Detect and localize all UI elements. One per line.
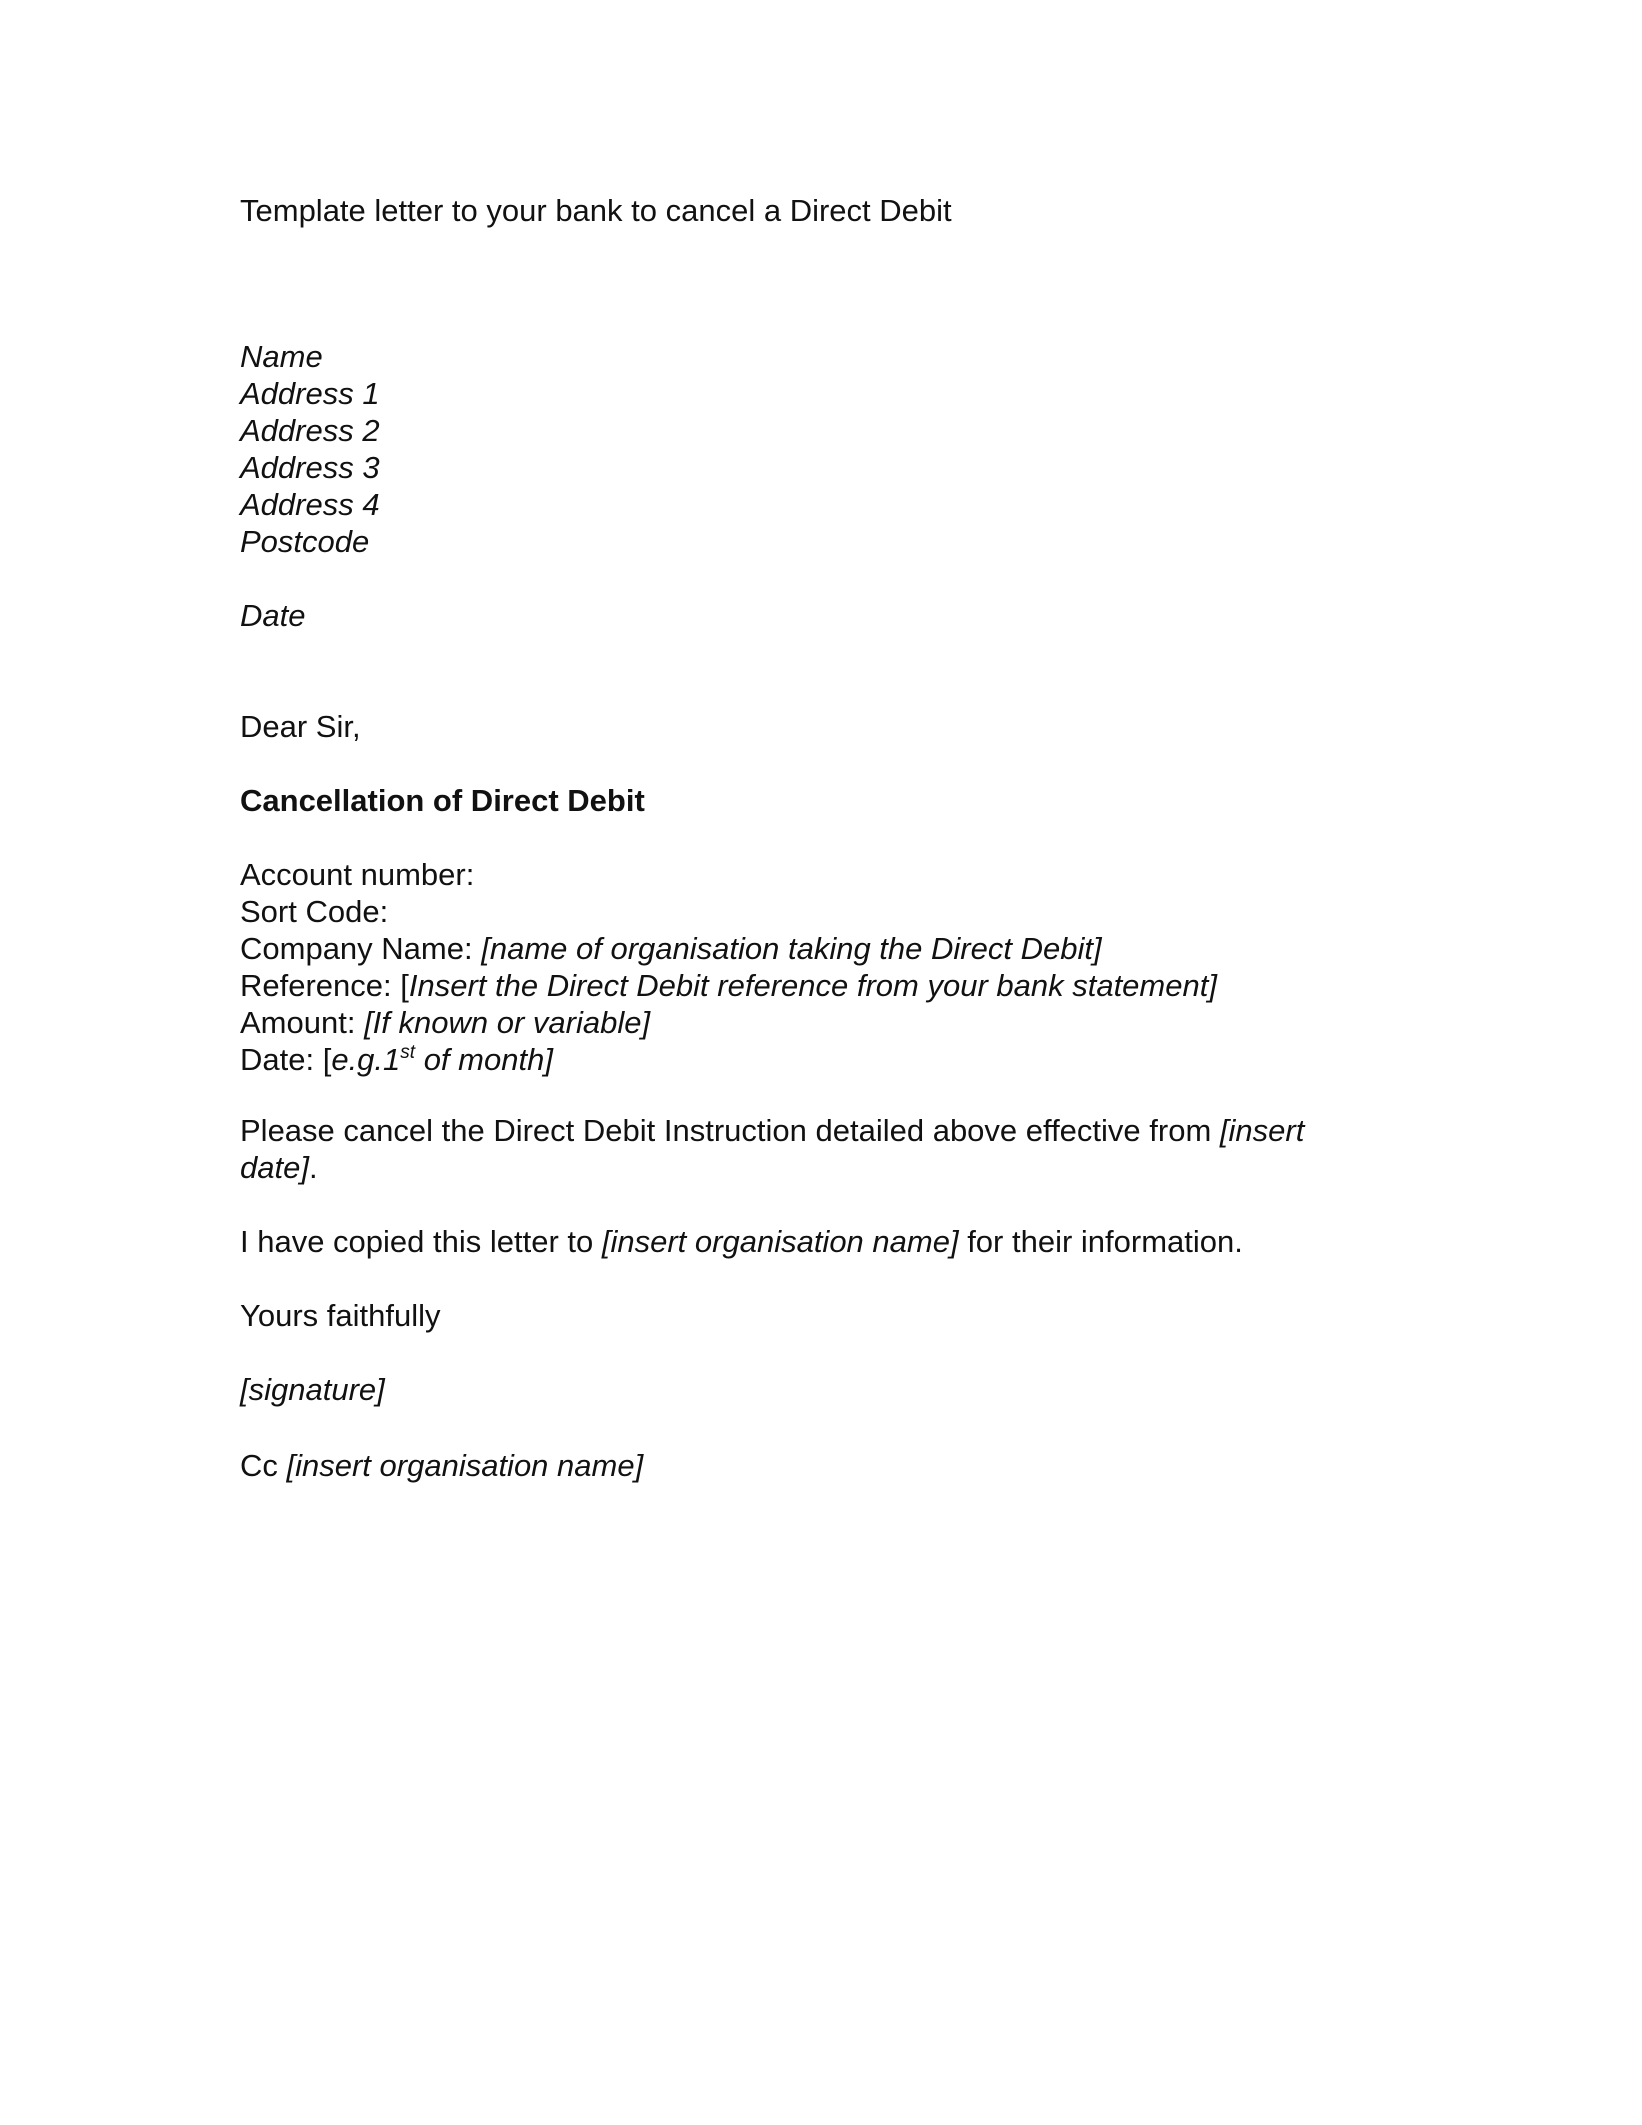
- closing: Yours faithfully: [240, 1298, 441, 1333]
- sort-code-label: Sort Code:: [240, 894, 389, 929]
- amount-placeholder: [If known or variable]: [364, 1005, 651, 1040]
- date-placeholder-prefix: e.g.: [331, 1042, 384, 1077]
- company-name-label: Company Name:: [240, 931, 482, 966]
- company-name-placeholder: [name of organisation taking the Direct Debit]: [481, 931, 1102, 966]
- sender-address-2: Address 2: [240, 413, 380, 448]
- document-title: Template letter to your bank to cancel a Direct Debit: [240, 193, 952, 228]
- sender-address-block: [240, 338, 380, 560]
- reference-placeholder: Insert the Direct Debit reference from your bank statement]: [408, 968, 1217, 1003]
- sender-name: Name: [240, 339, 323, 374]
- copied-placeholder: [insert organisation name]: [601, 1224, 959, 1259]
- letter-date: Date: [240, 598, 306, 633]
- direct-debit-details: [240, 856, 1217, 1078]
- subject-heading: Cancellation of Direct Debit: [240, 783, 645, 818]
- signature-placeholder: [signature]: [240, 1372, 385, 1407]
- sender-address-1: Address 1: [240, 376, 380, 411]
- copied-text: I have copied this letter to: [240, 1224, 602, 1259]
- salutation: Dear Sir,: [240, 709, 361, 744]
- company-name-line: [240, 930, 1217, 967]
- copied-end: for their information.: [958, 1224, 1243, 1259]
- cancel-paragraph: [240, 1112, 1304, 1186]
- cancel-period: .: [308, 1150, 318, 1185]
- sender-address-4: Address 4: [240, 487, 380, 522]
- cancel-line-1: [240, 1112, 1304, 1149]
- copied-paragraph: [240, 1223, 1243, 1260]
- reference-label: Reference: [: [240, 968, 409, 1003]
- cancel-placeholder-end: date]: [240, 1150, 309, 1185]
- date-placeholder: [331, 1042, 553, 1077]
- cancel-placeholder-start: [insert: [1219, 1113, 1305, 1148]
- cc-placeholder: [insert organisation name]: [286, 1448, 644, 1483]
- date-placeholder-suffix: of month]: [415, 1042, 553, 1077]
- cancel-text: Please cancel the Direct Debit Instruction detailed above effective from: [240, 1113, 1220, 1148]
- account-number-label: Account number:: [240, 857, 475, 892]
- date-line: [240, 1041, 1217, 1078]
- sender-postcode: Postcode: [240, 524, 370, 559]
- date-placeholder-ordinal: st: [400, 1042, 416, 1063]
- cc-line: [240, 1447, 643, 1484]
- date-placeholder-number: 1: [383, 1042, 401, 1077]
- amount-line: [240, 1004, 1217, 1041]
- cancel-line-2: [240, 1149, 1304, 1186]
- amount-label: Amount:: [240, 1005, 365, 1040]
- date-label: Date: [: [240, 1042, 332, 1077]
- cc-label: Cc: [240, 1448, 287, 1483]
- sender-address-3: Address 3: [240, 450, 380, 485]
- reference-line: [240, 967, 1217, 1004]
